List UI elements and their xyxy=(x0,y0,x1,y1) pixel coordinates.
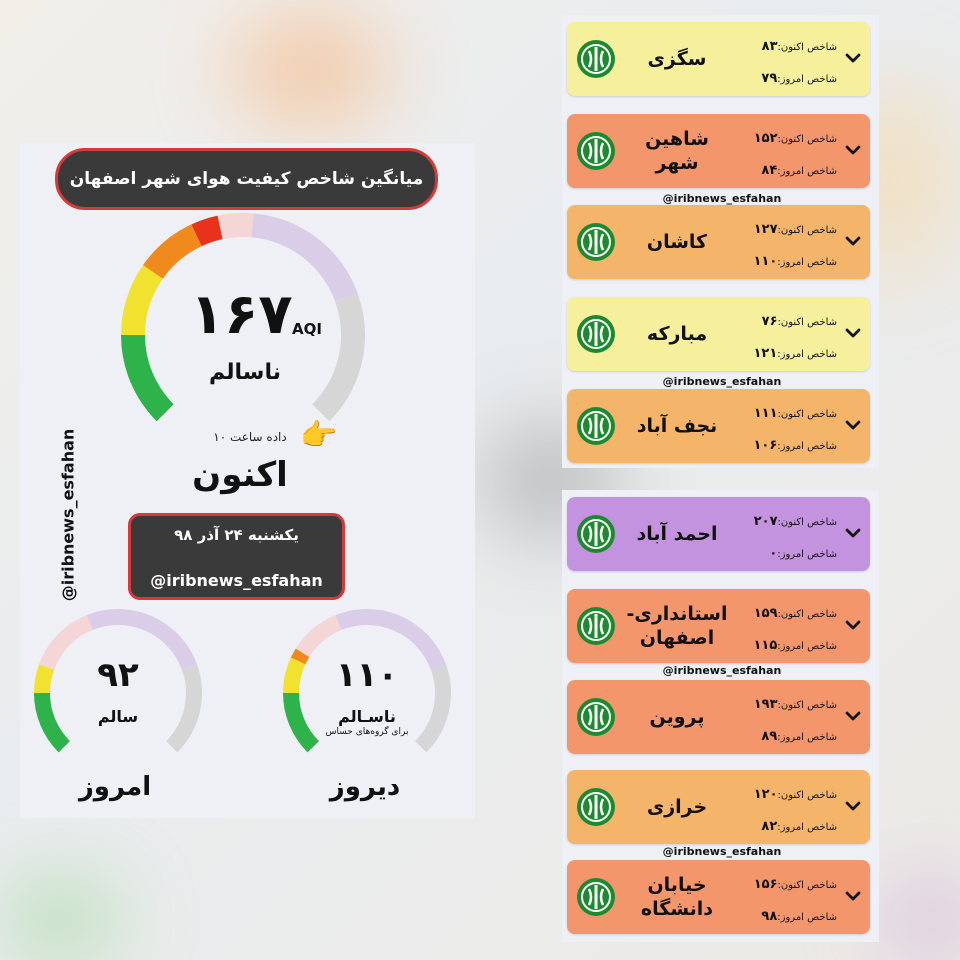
station-today-label: شاخص امروز: xyxy=(777,912,837,923)
station-today-value: ۸۹ xyxy=(761,729,778,744)
gauge-segment xyxy=(153,235,197,272)
aqi-unit-label: AQI xyxy=(292,320,322,338)
station-now-value: ۷۶ xyxy=(761,314,778,329)
gauge-segment xyxy=(291,661,298,693)
yesterday-aqi-status: ناسـالم xyxy=(338,707,396,726)
station-today-value: ۹۸ xyxy=(761,909,778,924)
station-now-row xyxy=(737,222,837,237)
chevron-down-icon[interactable] xyxy=(843,323,863,343)
iribnews-logo-icon xyxy=(576,787,616,827)
station-card[interactable] xyxy=(567,22,870,96)
station-name: شاهین شهر xyxy=(645,128,709,174)
station-card[interactable] xyxy=(567,114,870,188)
watermark-handle: @iribnews_esfahan xyxy=(662,664,782,677)
date-text: یکشنبه ۲۴ آذر ۹۸ xyxy=(174,526,299,544)
station-today-value: ۱۱۰ xyxy=(753,254,778,269)
iribnews-logo-icon xyxy=(576,877,616,917)
station-now-label: شاخص اکنون: xyxy=(777,317,837,328)
station-name: خرازی xyxy=(646,796,708,818)
chevron-down-icon[interactable] xyxy=(843,706,863,726)
today-aqi-status: سالم xyxy=(97,707,139,726)
station-card[interactable] xyxy=(567,205,870,279)
station-now-label: شاخص اکنون: xyxy=(777,880,837,891)
gauge-segment xyxy=(133,335,165,413)
chevron-down-icon[interactable] xyxy=(843,523,863,543)
station-now-row xyxy=(737,697,837,712)
gauge-segment xyxy=(298,653,302,661)
station-now-value: ۱۲۷ xyxy=(753,222,778,237)
station-today-row xyxy=(737,729,837,744)
station-today-value: ۱۰۶ xyxy=(753,438,778,453)
station-name: سگزی xyxy=(647,48,707,70)
station-now-label: شاخص اکنون: xyxy=(777,700,837,711)
station-today-label: شاخص امروز: xyxy=(777,349,837,360)
today-aqi-value: ۹۲ xyxy=(97,655,139,695)
yesterday-aqi-substatus: برای گروه‌های حساس xyxy=(325,727,409,737)
station-name: استانداری- اصفهان xyxy=(626,603,728,649)
watermark-handle: @iribnews_esfahan xyxy=(662,192,782,205)
iribnews-logo-icon xyxy=(576,39,616,79)
today-label: امروز xyxy=(78,772,152,802)
station-name: مبارکه xyxy=(646,323,708,345)
station-now-label: شاخص اکنون: xyxy=(777,42,837,53)
station-name: خیابان دانشگاه xyxy=(640,874,714,920)
chevron-down-icon[interactable] xyxy=(843,796,863,816)
station-name: نجف آباد xyxy=(636,415,718,437)
iribnews-logo-icon xyxy=(576,606,616,646)
station-now-value: ۱۵۶ xyxy=(753,877,778,892)
station-today-row xyxy=(737,819,837,834)
station-today-row xyxy=(737,163,837,178)
station-today-row xyxy=(737,909,837,924)
main-aqi-value: ۱۶۷ xyxy=(190,282,293,347)
gauge-segment xyxy=(172,667,194,747)
station-now-row xyxy=(737,39,837,54)
iribnews-logo-icon xyxy=(576,697,616,737)
chevron-down-icon[interactable] xyxy=(843,48,863,68)
station-name: کاشان xyxy=(646,231,708,253)
station-today-label: شاخص امروز: xyxy=(777,641,837,652)
station-now-label: شاخص اکنون: xyxy=(777,790,837,801)
station-name: احمد آباد xyxy=(636,523,718,545)
station-today-row xyxy=(737,254,837,269)
station-card[interactable] xyxy=(567,680,870,754)
station-card[interactable] xyxy=(567,297,870,371)
station-now-value: ۱۹۳ xyxy=(753,697,778,712)
yesterday-label: دیروز xyxy=(329,772,401,802)
station-now-row xyxy=(737,877,837,892)
station-card[interactable] xyxy=(567,389,870,463)
station-today-value: ۸۲ xyxy=(761,819,778,834)
chevron-down-icon[interactable] xyxy=(843,231,863,251)
station-now-row xyxy=(737,606,837,621)
station-now-label: شاخص اکنون: xyxy=(777,409,837,420)
gauge-segment xyxy=(197,227,221,235)
station-now-value: ۲۰۷ xyxy=(753,514,778,529)
station-today-label: شاخص امروز: xyxy=(777,74,837,85)
station-now-value: ۸۳ xyxy=(761,39,778,54)
station-now-label: شاخص اکنون: xyxy=(777,517,837,528)
page-title: میانگین شاخص کیفیت هوای شهر اصفهان xyxy=(55,148,438,210)
station-now-row xyxy=(737,406,837,421)
station-now-value: ۱۵۲ xyxy=(753,131,778,146)
data-time-label: داده ساعت ۱۰ xyxy=(213,430,287,444)
station-today-row xyxy=(737,438,837,453)
chevron-down-icon[interactable] xyxy=(843,415,863,435)
channel-handle: @iribnews_esfahan xyxy=(150,571,323,590)
gauge-segment xyxy=(291,693,313,747)
chevron-down-icon[interactable] xyxy=(843,615,863,635)
station-now-row xyxy=(737,131,837,146)
gauge-segment xyxy=(321,297,353,412)
main-aqi-status: ناسالم xyxy=(209,360,281,385)
station-now-value: ۱۲۰ xyxy=(753,787,778,802)
station-now-label: شاخص اکنون: xyxy=(777,134,837,145)
station-card[interactable] xyxy=(567,497,870,571)
iribnews-logo-icon xyxy=(576,514,616,554)
station-today-value: ۱۲۱ xyxy=(753,346,778,361)
station-now-row xyxy=(737,514,837,529)
station-today-value: ۷۹ xyxy=(761,71,778,86)
station-today-value: ۸۴ xyxy=(761,163,778,178)
station-today-row xyxy=(737,71,837,86)
gauge-segment xyxy=(133,272,153,335)
pointing-hand-icon: 👉 xyxy=(300,418,338,453)
iribnews-logo-icon xyxy=(576,222,616,262)
station-now-label: شاخص اکنون: xyxy=(777,609,837,620)
station-now-value: ۱۱۱ xyxy=(753,406,778,421)
station-today-label: شاخص امروز: xyxy=(777,732,837,743)
station-today-label: شاخص امروز: xyxy=(777,441,837,452)
gauge-segment xyxy=(303,623,339,653)
station-today-value: ۱۱۵ xyxy=(753,638,778,653)
station-card[interactable] xyxy=(567,860,870,934)
date-box xyxy=(128,513,345,600)
station-today-row xyxy=(737,638,837,653)
station-now-row xyxy=(737,314,837,329)
iribnews-logo-icon xyxy=(576,131,616,171)
gauge-segment xyxy=(220,225,252,227)
station-today-label: شاخص امروز: xyxy=(777,822,837,833)
watermark-handle: @iribnews_esfahan xyxy=(662,845,782,858)
station-today-label: شاخص امروز: xyxy=(777,257,837,268)
station-now-value: ۱۵۹ xyxy=(753,606,778,621)
iribnews-logo-icon xyxy=(576,314,616,354)
station-card[interactable] xyxy=(567,770,870,844)
now-label: اکنون xyxy=(192,455,288,495)
vertical-channel-handle: @iribnews_esfahan xyxy=(58,428,78,602)
gauge-segment xyxy=(42,667,47,693)
station-today-row xyxy=(737,346,837,361)
station-today-label: شاخص امروز: xyxy=(777,166,837,177)
station-now-label: شاخص اکنون: xyxy=(777,225,837,236)
yesterday-aqi-value: ۱۱۰ xyxy=(335,655,399,695)
station-card[interactable] xyxy=(567,589,870,663)
station-today-row xyxy=(737,546,837,561)
gauge-segment xyxy=(42,693,64,747)
chevron-down-icon[interactable] xyxy=(843,140,863,160)
station-today-label: شاخص امروز: xyxy=(777,549,837,560)
station-today-value: ۰ xyxy=(769,546,778,561)
iribnews-logo-icon xyxy=(576,406,616,446)
watermark-handle: @iribnews_esfahan xyxy=(662,375,782,388)
station-now-row xyxy=(737,787,837,802)
station-name: پروین xyxy=(649,706,705,728)
chevron-down-icon[interactable] xyxy=(843,886,863,906)
